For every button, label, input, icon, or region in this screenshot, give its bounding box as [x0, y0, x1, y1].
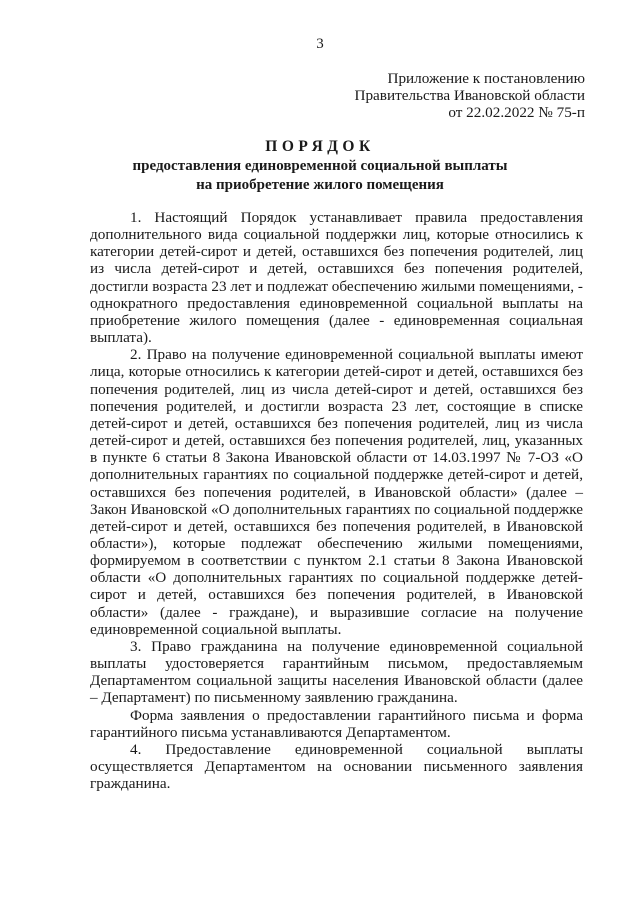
document-body	[90, 209, 583, 792]
paragraph-1: 1. Настоящий Порядок устанавливает правила предоставления дополнительного вида социальной поддержки лиц, которые относились к категории детей-сирот и детей, оставшихся без попечения родителей, лиц из числа детей-сирот и детей, оставшихся без попечения родителей, достигли возраста 23 лет и подлежат обеспечению жилыми помещениями, - однократного предоставления единовременной социальной выплаты на приобретение жилого помещения (далее - единовременная социальная выплата).	[90, 209, 583, 347]
paragraph-3-form: Форма заявления о предоставлении гарантийного письма и форма гарантийного письма устанавливаются Департаментом.	[90, 706, 583, 741]
annex-line: Правительства Ивановской области	[354, 87, 585, 104]
annex-line: Приложение к постановлению	[387, 70, 585, 87]
annex-block	[355, 70, 586, 121]
document-subtitle-line: на приобретение жилого помещения	[196, 177, 444, 193]
annex-date-line: от 22.02.2022 № 75-п	[448, 104, 585, 121]
page-number: 3	[316, 36, 324, 52]
paragraph-2: 2. Право на получение единовременной социальной выплаты имеют лица, которые относились к категории детей-сирот и детей, оставшихся без попечения родителей, лиц из числа детей-сирот и детей, оставшихся без попечения родителей, и достигли возраста 23 лет, состоящие в списке детей-сирот и детей, оставшихся без попечения родителей, лиц из числа детей-сирот и детей, оставшихся без попечения родителей, лиц, указанных в пункте 6 статьи 8 Закона Ивановской области от 14.03.1997 № 7-ОЗ «О дополнительных гарантиях по социальной поддержке детей-сирот и детей, оставшихся без попечения родителей, в Ивановской области» (далее – Закон Ивановской «О дополнительных гарантиях по социальной поддержке детей-сирот и детей, оставшихся без попечения родителей, в Ивановской области»), которые подлежат обеспечению жилыми помещениями, формируемом в соответствии с пунктом 2.1 статьи 8 Закона Ивановской области «О дополнительных гарантиях по социальной поддержке детей-сирот и детей, оставшихся без попечения родителей, в Ивановской области» (далее - граждане), и выразившие согласие на получение единовременной социальной выплаты.	[90, 346, 583, 638]
document-title: ПОРЯДОК	[265, 138, 375, 155]
paragraph-3: 3. Право гражданина на получение единовременной социальной выплаты удостоверяется гарантийным письмом, предоставляемым Департаментом социальной защиты населения Ивановской области (далее – Департамент) по письменному заявлению гражданина.	[90, 637, 583, 707]
document-subtitle-line: предоставления единовременной социальной выплаты	[132, 158, 508, 174]
title-block	[0, 138, 640, 194]
paragraph-4: 4. Предоставление единовременной социальной выплаты осуществляется Департаментом на основании письменного заявления гражданина.	[90, 740, 583, 793]
